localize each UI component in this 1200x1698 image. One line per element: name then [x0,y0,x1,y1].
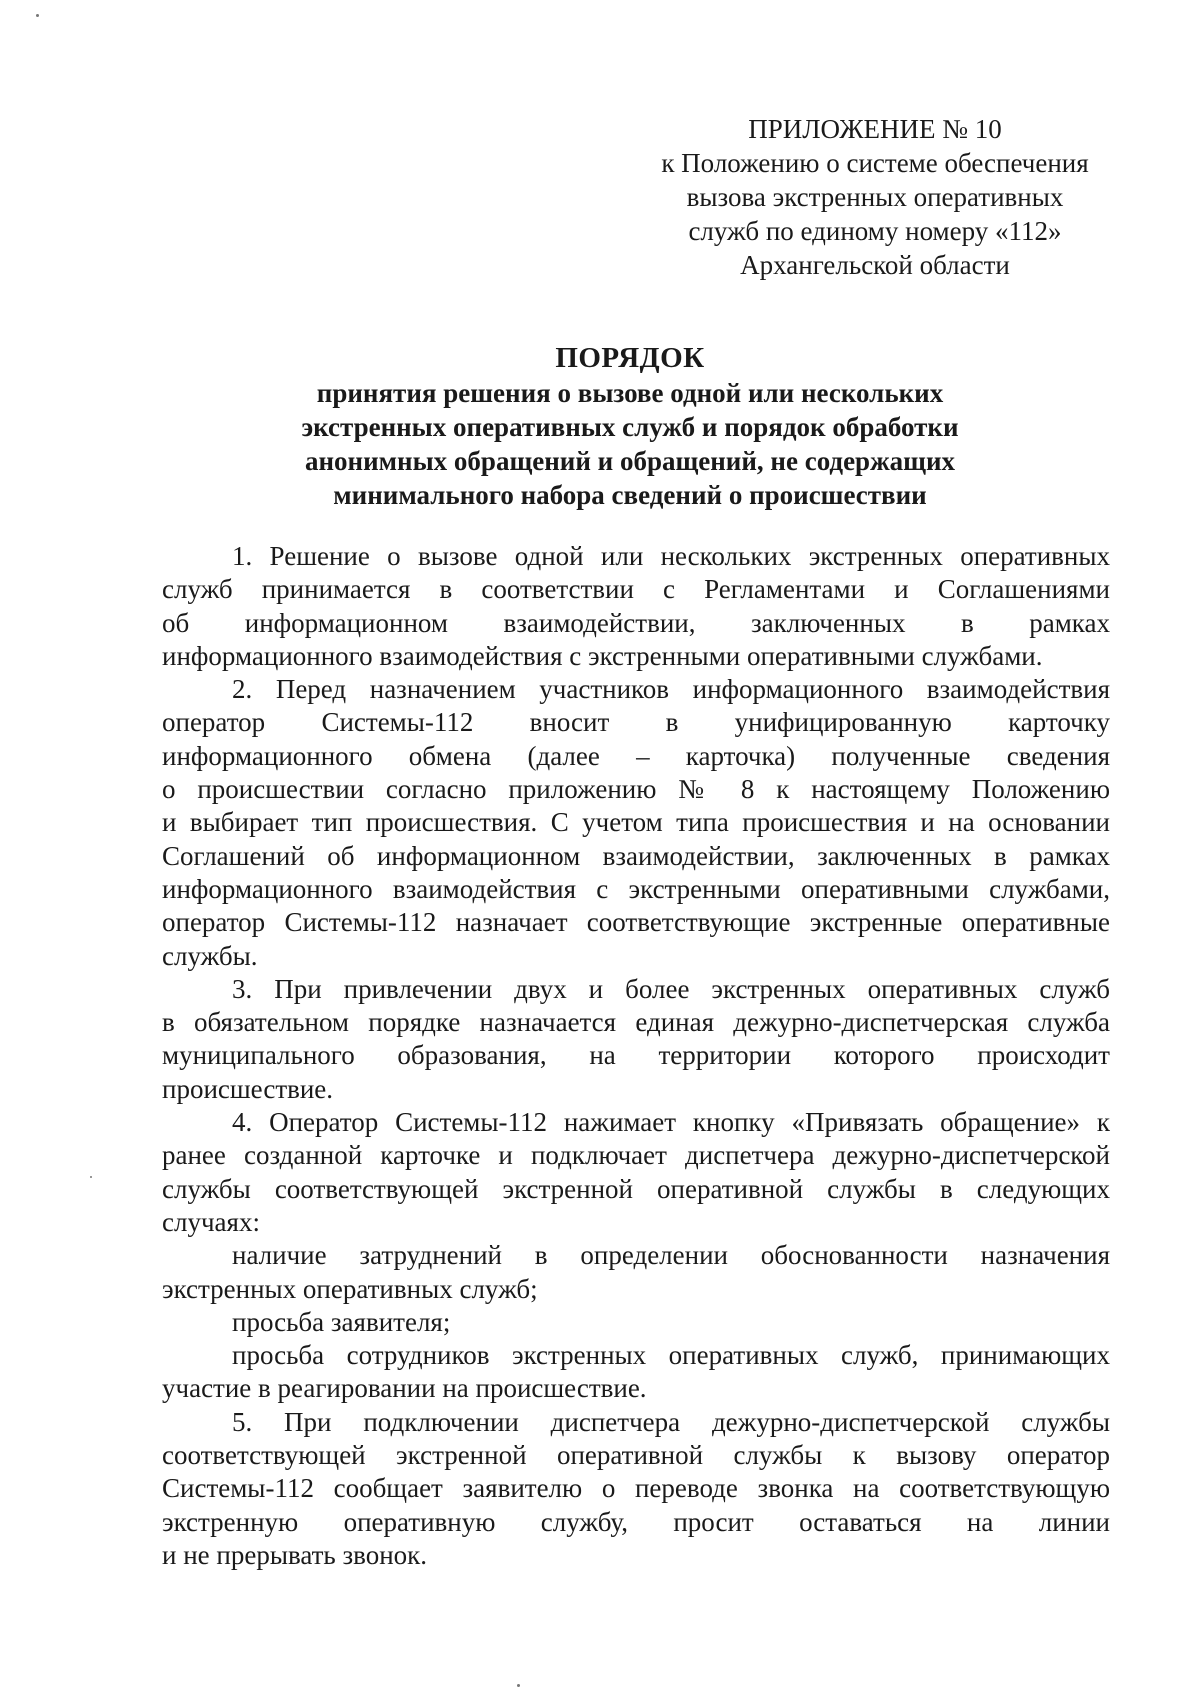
paragraph-line: 5. При подключении диспетчера дежурно-диспетчерской службы [232,1406,1110,1437]
paragraph-line: просьба заявителя; [232,1306,451,1337]
appendix-reference-line: вызова экстренных оперативных [686,182,1064,212]
paragraph [162,540,1110,673]
paragraph-line: оператор Системы-112 назначает соответствующие экстренные оперативные [162,907,1110,938]
paragraph-line: муниципального образования, на территории которого происходит [162,1040,1110,1071]
appendix-number: ПРИЛОЖЕНИЕ № 10 [748,114,1002,144]
paragraph-line: экстренную оперативную службу, просит оставаться на линии [162,1506,1110,1537]
paragraph [162,1106,1110,1239]
scan-speck [36,14,39,17]
paragraph-line: в обязательном порядке назначается единая дежурно-диспетчерская служба [162,1007,1110,1038]
paragraph [162,1406,1110,1572]
paragraph-line: экстренных оперативных служб; [162,1273,538,1304]
paragraph-line: соответствующей экстренной оперативной службы к вызову оператор [162,1440,1110,1471]
paragraph-line: участие в реагировании на происшествие. [162,1373,647,1404]
document-body [162,540,1110,1572]
title-subtitle-line: минимального набора сведений о происшествии [333,480,927,510]
title-subtitle-line: анонимных обращений и обращений, не содержащих [304,446,956,476]
paragraph-line: информационного взаимодействия с экстренными оперативными службами. [162,640,1043,671]
paragraph-line: происшествие. [162,1073,334,1104]
appendix-reference-line: к Положению о системе обеспечения [661,148,1089,178]
scan-speck [517,1684,520,1687]
title-main: ПОРЯДОК [555,342,705,374]
paragraph-line: служб принимается в соответствии с Регламентами и Соглашениями [162,574,1110,605]
paragraph-line: 3. При привлечении двух и более экстренных оперативных служб [232,973,1110,1004]
paragraph [162,1339,1110,1406]
paragraph-line: 1. Решение о вызове одной или нескольких экстренных оперативных [232,541,1110,571]
paragraph-line: 2. Перед назначением участников информационного взаимодействия [232,674,1110,705]
appendix-header [640,112,1110,282]
title-subtitle-line: принятия решения о вызове одной или нескольких [316,378,944,408]
paragraph [162,673,1110,973]
paragraph-line: оператор Системы-112 вносит в унифицированную карточку [162,707,1110,738]
paragraph-line: о происшествии согласно приложению № 8 к настоящему Положению [162,774,1110,805]
paragraph-line: службы. [162,940,258,971]
paragraph-line: Соглашений об информационном взаимодействии, заключенных в рамках [162,840,1110,871]
paragraph [162,1239,1110,1306]
paragraph-line: просьба сотрудников экстренных оперативных служб, принимающих [232,1340,1110,1371]
appendix-reference-line: служб по единому номеру «112» [688,216,1062,246]
paragraph-line: наличие затруднений в определении обоснованности назначения [232,1240,1110,1271]
document-title [160,340,1100,512]
paragraph-line: информационного обмена (далее – карточка) полученные сведения [162,740,1110,771]
paragraph [162,973,1110,1106]
paragraph-line: об информационном взаимодействии, заключенных в рамках [162,607,1110,638]
scan-speck [90,1176,92,1178]
paragraph-line: 4. Оператор Системы-112 нажимает кнопку «Привязать обращение» к [232,1107,1110,1138]
title-subtitle-line: экстренных оперативных служб и порядок обработки [301,412,959,442]
appendix-reference-line: Архангельской области [740,250,1010,280]
paragraph-line: службы соответствующей экстренной оперативной службы в следующих [162,1173,1110,1204]
paragraph-line: случаях: [162,1206,260,1237]
paragraph-line: и не прерывать звонок. [162,1539,428,1570]
paragraph-line: ранее созданной карточке и подключает диспетчера дежурно-диспетчерской [162,1140,1110,1171]
paragraph [162,1306,1110,1339]
paragraph-line: Системы-112 сообщает заявителю о переводе звонка на соответствующую [162,1473,1110,1504]
paragraph-line: информационного взаимодействия с экстренными оперативными службами, [162,873,1110,904]
paragraph-line: и выбирает тип происшествия. С учетом типа происшествия и на основании [162,807,1110,838]
